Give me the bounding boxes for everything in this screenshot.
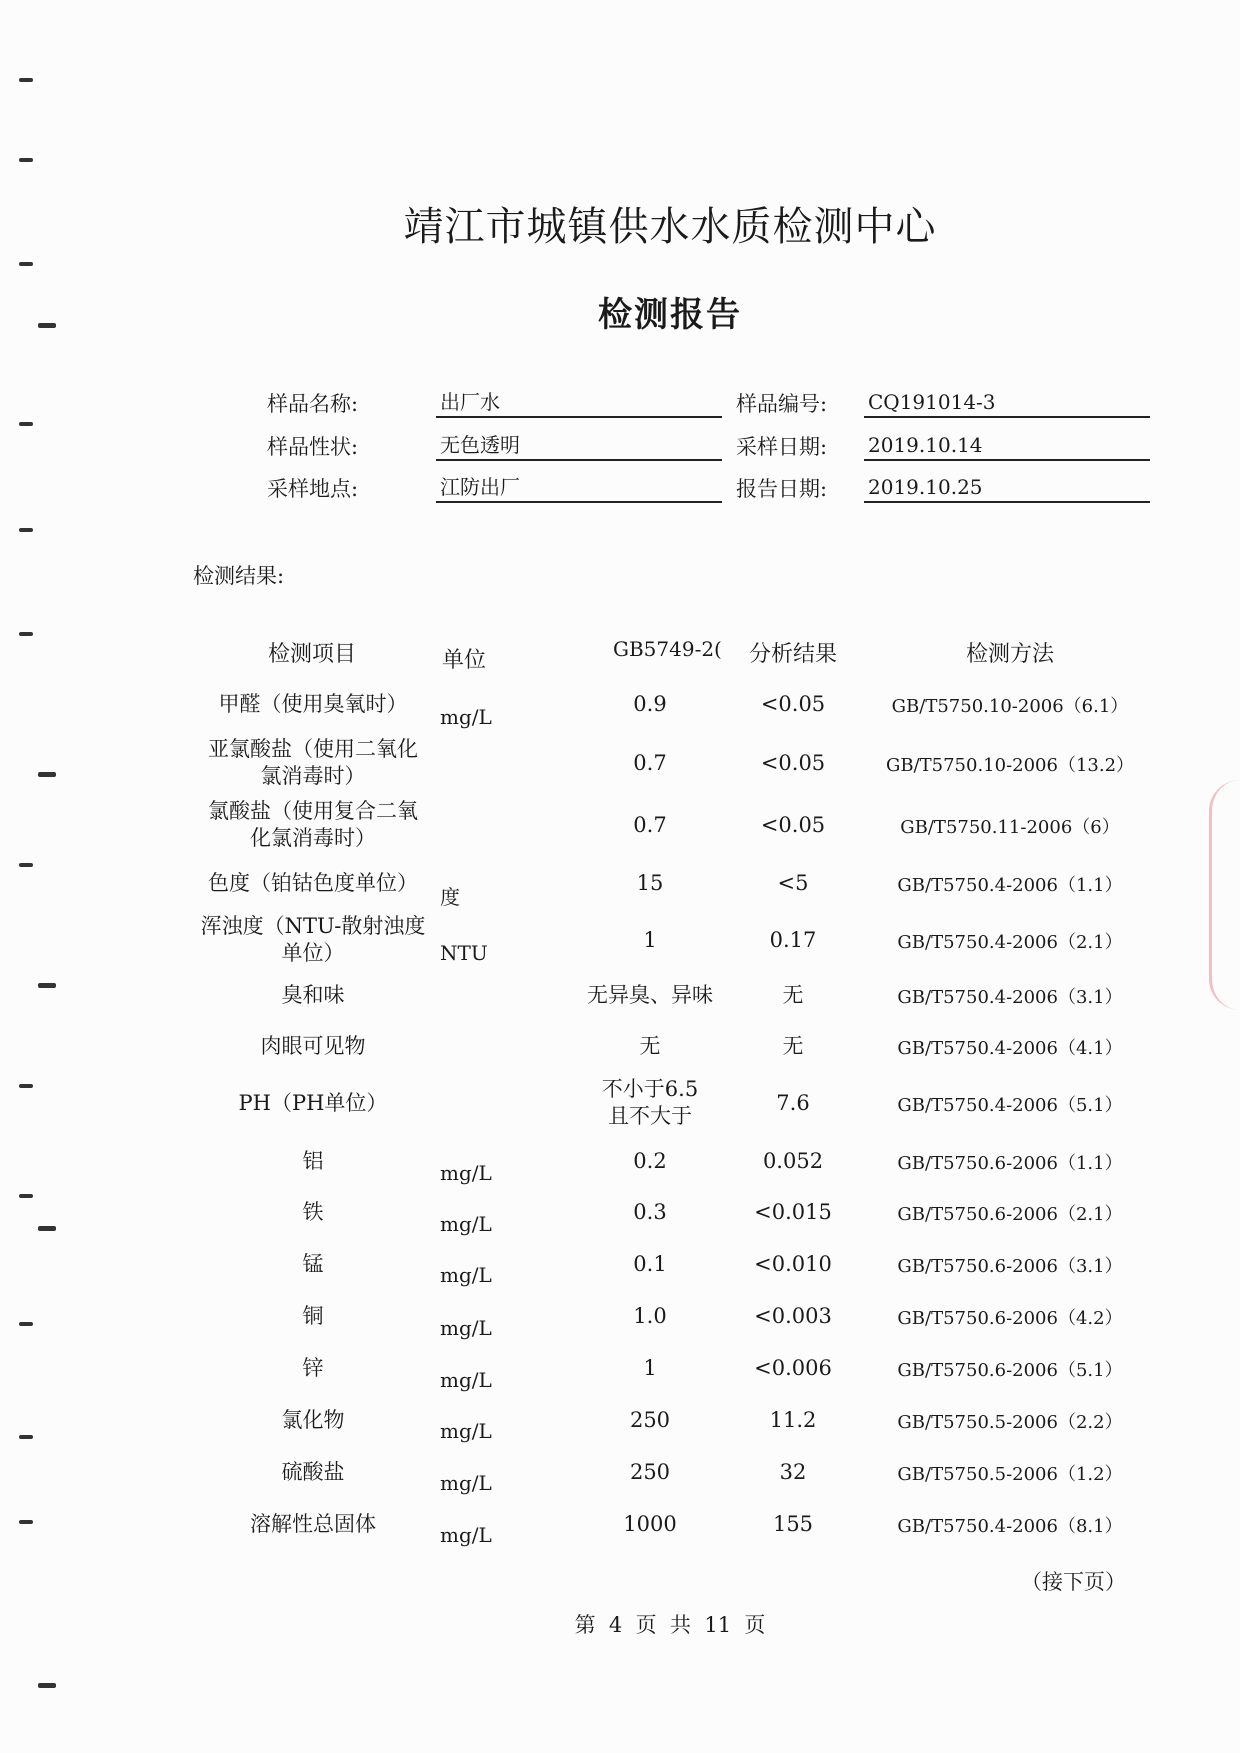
row-limit: 250 — [629, 1459, 671, 1484]
row-unit: 度 — [440, 885, 460, 909]
row-result: <0.05 — [760, 691, 826, 716]
sample-date-value: 2019.10.14 — [864, 431, 1150, 461]
row-item: 氯化物 — [281, 1407, 345, 1432]
sample-name-value: 出厂水 — [436, 388, 722, 418]
row-item: 臭和味 — [281, 982, 345, 1007]
row-method: GB/T5750.5-2006（1.2） — [897, 1464, 1123, 1485]
row-method: GB/T5750.6-2006（5.1） — [897, 1360, 1123, 1381]
row-method: GB/T5750.4-2006（1.1） — [897, 875, 1123, 896]
sample-state-value: 无色透明 — [436, 431, 722, 461]
row-method: GB/T5750.10-2006（6.1） — [891, 696, 1129, 717]
report-date-label: 报告日期: — [736, 477, 828, 501]
row-result: 无 — [782, 982, 804, 1007]
row-item: 浑浊度（NTU-散射浊度 单位） — [200, 914, 426, 965]
row-result: 7.6 — [776, 1090, 810, 1115]
report-date-value: 2019.10.25 — [864, 473, 1150, 503]
row-limit: 1 — [643, 1355, 657, 1380]
row-method: GB/T5750.4-2006（8.1） — [897, 1516, 1123, 1537]
col-limit: GB5749-2( — [613, 637, 722, 661]
row-result: 155 — [772, 1511, 814, 1536]
sample-state-label: 样品性状: — [267, 435, 359, 459]
row-method: GB/T5750.10-2006（13.2） — [885, 755, 1135, 776]
org-title: 靖江市城镇供水水质检测中心 — [403, 204, 937, 250]
row-result: <0.05 — [760, 812, 826, 837]
row-item: 溶解性总固体 — [250, 1511, 376, 1536]
row-result: 0.052 — [762, 1148, 824, 1173]
row-item: 亚氯酸盐（使用二氧化 氯消毒时） — [208, 737, 418, 788]
row-limit: 15 — [636, 870, 664, 895]
row-limit: 0.1 — [633, 1251, 667, 1276]
row-limit: 0.7 — [633, 750, 667, 775]
row-item: 铜 — [302, 1303, 324, 1328]
row-unit: mg/L — [440, 1212, 492, 1236]
row-method: GB/T5750.4-2006（5.1） — [897, 1095, 1123, 1116]
row-method: GB/T5750.6-2006（1.1） — [897, 1153, 1123, 1174]
col-method: 检测方法 — [965, 642, 1054, 667]
row-unit: NTU — [440, 941, 488, 965]
row-method: GB/T5750.6-2006（2.1） — [897, 1204, 1123, 1225]
row-limit: 1.0 — [633, 1303, 667, 1328]
sample-date-label: 采样日期: — [736, 435, 828, 459]
results-label: 检测结果: — [193, 564, 285, 588]
col-item: 检测项目 — [267, 642, 356, 667]
row-item: PH（PH单位） — [238, 1090, 388, 1115]
row-limit: 1000 — [623, 1511, 677, 1536]
row-unit: mg/L — [440, 1161, 492, 1185]
row-result: <0.010 — [754, 1251, 832, 1276]
row-result: 32 — [779, 1459, 807, 1484]
row-limit: 0.2 — [633, 1148, 667, 1173]
row-limit: 1 — [643, 927, 657, 952]
row-result: <0.05 — [760, 750, 826, 775]
row-unit: mg/L — [440, 1523, 492, 1547]
row-result: 0.17 — [769, 927, 817, 952]
row-item: 铁 — [302, 1199, 324, 1224]
row-item: 色度（铂钴色度单位） — [208, 870, 418, 895]
row-unit: mg/L — [440, 1471, 492, 1495]
row-result: <0.006 — [754, 1355, 832, 1380]
row-method: GB/T5750.4-2006（3.1） — [897, 987, 1123, 1008]
row-limit: 0.9 — [633, 691, 667, 716]
row-result: <0.003 — [754, 1303, 832, 1328]
row-limit: 0.3 — [633, 1199, 667, 1224]
row-unit: mg/L — [440, 1368, 492, 1392]
row-item: 锌 — [302, 1355, 324, 1380]
row-method: GB/T5750.4-2006（4.1） — [897, 1038, 1123, 1059]
report-title: 检测报告 — [598, 295, 742, 335]
sample-code-value: CQ191014-3 — [864, 388, 1150, 418]
row-result: <0.015 — [754, 1199, 832, 1224]
row-result: 无 — [782, 1033, 804, 1058]
row-method: GB/T5750.5-2006（2.2） — [897, 1412, 1123, 1433]
row-unit: mg/L — [440, 1419, 492, 1443]
row-item: 氯酸盐（使用复合二氧 化氯消毒时） — [208, 799, 418, 850]
row-limit: 0.7 — [633, 812, 667, 837]
sample-name-label: 样品名称: — [267, 392, 359, 416]
col-result: 分析结果 — [748, 642, 837, 667]
sample-location-value: 江防出厂 — [436, 473, 722, 503]
row-method: GB/T5750.11-2006（6） — [900, 817, 1120, 838]
row-item: 硫酸盐 — [281, 1459, 345, 1484]
row-limit: 无异臭、异味 — [587, 982, 713, 1007]
row-result: 11.2 — [769, 1407, 817, 1432]
row-item: 锰 — [302, 1251, 324, 1276]
row-limit: 不小于6.5 且不大于 — [601, 1077, 699, 1128]
row-limit: 无 — [639, 1033, 661, 1058]
row-limit: 250 — [629, 1407, 671, 1432]
row-item: 甲醛（使用臭氧时） — [218, 691, 408, 716]
row-unit: mg/L — [440, 705, 492, 729]
row-result: <5 — [777, 870, 809, 895]
sample-location-label: 采样地点: — [267, 477, 359, 501]
page-number: 第 4 页 共 11 页 — [574, 1613, 766, 1637]
row-item: 铝 — [302, 1148, 324, 1173]
sample-code-label: 样品编号: — [736, 392, 828, 416]
continued-note: （接下页） — [1021, 1570, 1126, 1594]
row-unit: mg/L — [440, 1263, 492, 1287]
row-method: GB/T5750.6-2006（3.1） — [897, 1256, 1123, 1277]
row-method: GB/T5750.4-2006（2.1） — [897, 932, 1123, 953]
row-method: GB/T5750.6-2006（4.2） — [897, 1308, 1123, 1329]
row-unit: mg/L — [440, 1316, 492, 1340]
col-unit: 单位 — [442, 648, 487, 673]
stamp-mark — [1209, 780, 1240, 1010]
row-item: 肉眼可见物 — [260, 1033, 366, 1058]
